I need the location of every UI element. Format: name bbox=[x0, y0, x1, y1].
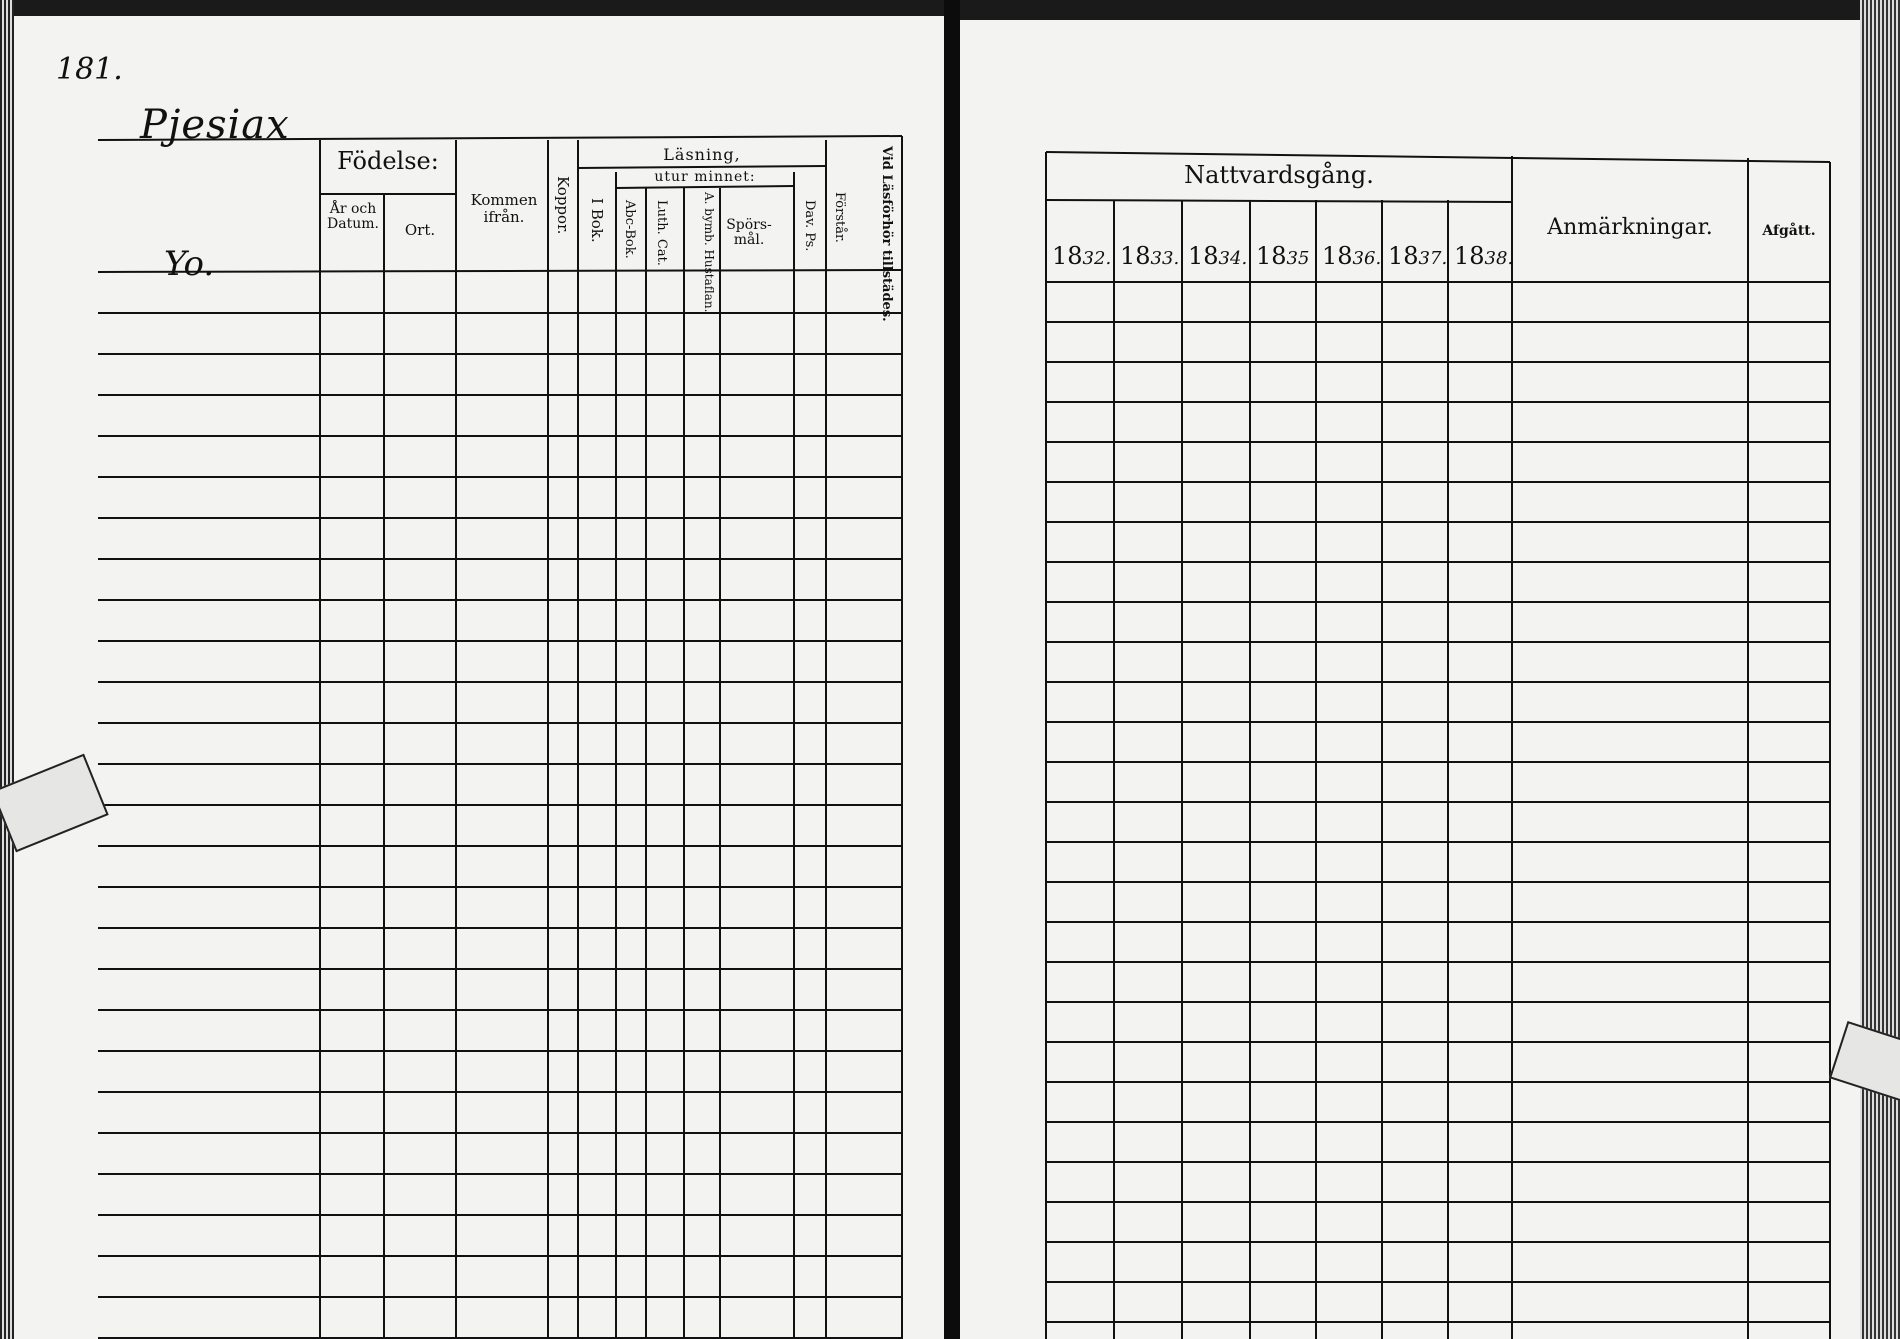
communion-year-printed: 18 bbox=[1256, 242, 1287, 270]
communion-year-written: 32. bbox=[1082, 248, 1112, 269]
questions-header: Spörs-mål. bbox=[726, 217, 772, 249]
communion-year-4 bbox=[1256, 242, 1309, 270]
birth-header: Födelse: bbox=[337, 147, 439, 175]
communion-year-printed: 18 bbox=[1454, 242, 1485, 270]
smallpox-header: Koppor. bbox=[554, 176, 572, 235]
hustaflan-header: A. bymb. Hustaflan. bbox=[702, 192, 716, 313]
communion-year-5 bbox=[1322, 242, 1381, 270]
departed-header: Afgått. bbox=[1762, 223, 1816, 239]
communion-year-printed: 18 bbox=[1322, 242, 1353, 270]
communion-year-6 bbox=[1388, 242, 1447, 270]
reading-header: Läsning, bbox=[663, 145, 741, 164]
left-page bbox=[14, 16, 944, 1339]
left-page-edge bbox=[0, 0, 14, 1339]
birth-year-header: År och Datum. bbox=[327, 201, 379, 233]
birth-place-header: Ort. bbox=[404, 221, 436, 239]
village-mark: Yo. bbox=[164, 244, 215, 284]
right-page-edge bbox=[1860, 0, 1900, 1339]
examined-header: Vid Läsförhör tillstädes. bbox=[879, 146, 894, 322]
right-page bbox=[960, 20, 1860, 1339]
communion-year-1 bbox=[1052, 242, 1111, 270]
communion-year-written: 38. bbox=[1484, 248, 1514, 269]
communion-year-printed: 18 bbox=[1188, 242, 1219, 270]
communion-year-printed: 18 bbox=[1120, 242, 1151, 270]
communion-year-written: 34. bbox=[1218, 248, 1248, 269]
dav-ps-header: Dav. Ps. bbox=[802, 200, 817, 252]
remarks-header: Anmärkningar. bbox=[1547, 215, 1713, 240]
communion-year-written: 37. bbox=[1418, 248, 1448, 269]
communion-year-printed: 18 bbox=[1052, 242, 1083, 270]
came-from-header: Kommen ifrån. bbox=[470, 191, 538, 226]
luth-cat-header: Luth. Cat. bbox=[654, 200, 669, 266]
communion-year-written: 35 bbox=[1286, 248, 1310, 269]
abc-book-header: Abc-Bok. bbox=[622, 200, 637, 259]
communion-year-printed: 18 bbox=[1388, 242, 1419, 270]
by-heart-header: utur minnet: bbox=[654, 169, 756, 185]
communion-year-2 bbox=[1120, 242, 1179, 270]
communion-year-written: 33. bbox=[1150, 248, 1180, 269]
communion-year-7 bbox=[1454, 242, 1513, 270]
page-number: 181. bbox=[56, 52, 123, 87]
communion-year-3 bbox=[1188, 242, 1247, 270]
parish-name: Pjesiax bbox=[140, 102, 290, 148]
communion-year-written: 36. bbox=[1352, 248, 1382, 269]
book-gutter bbox=[944, 0, 960, 1339]
understanding-header: Förstår. bbox=[832, 192, 847, 243]
book-header: I Bok. bbox=[588, 198, 606, 243]
communion-header: Nattvardsgång. bbox=[1184, 161, 1374, 189]
